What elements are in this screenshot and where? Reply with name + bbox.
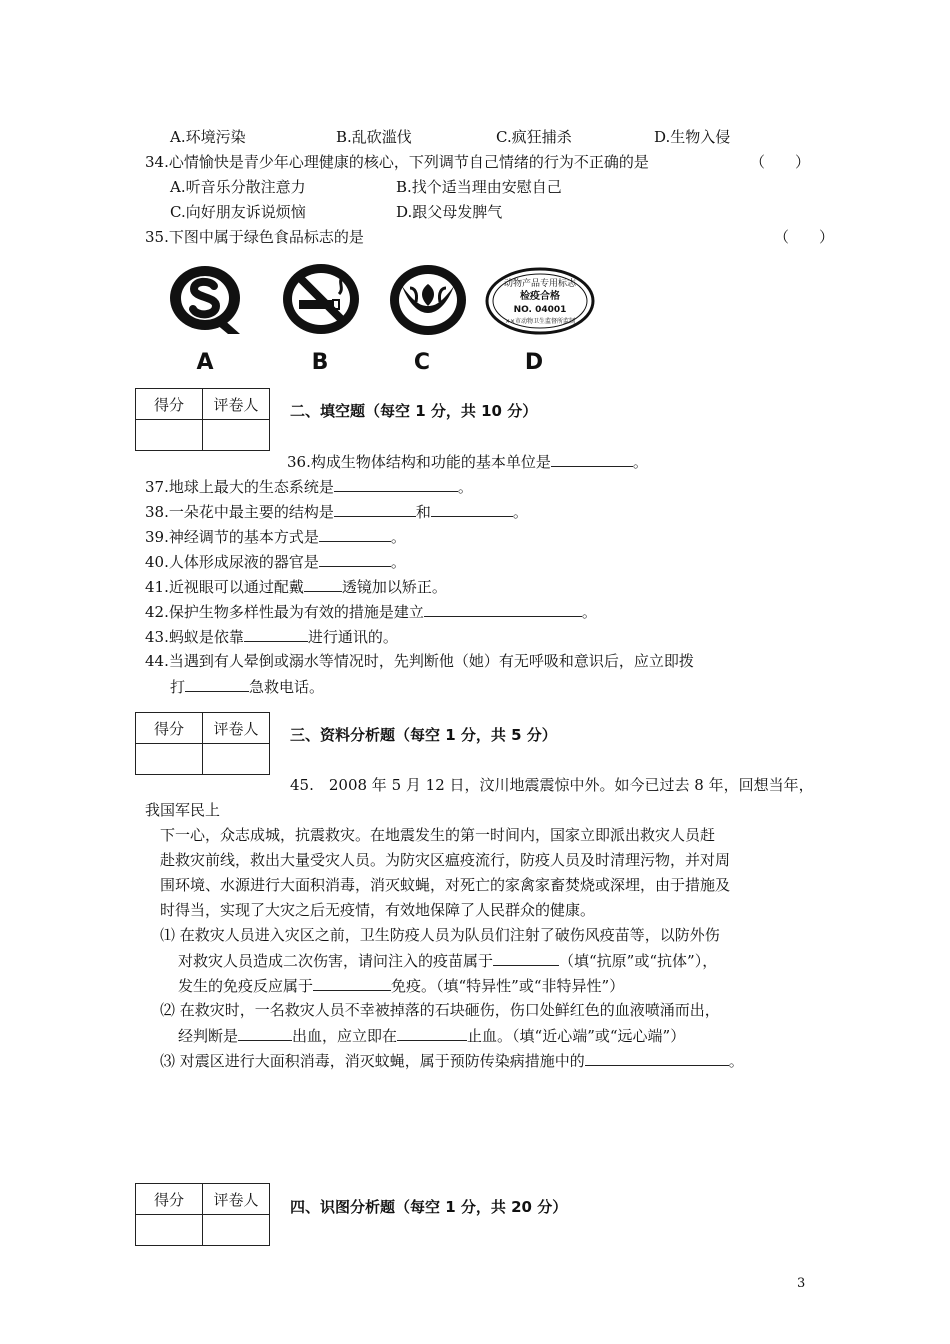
blank bbox=[334, 476, 458, 492]
q44-line2: 打 急救电话。 bbox=[170, 678, 325, 696]
q45-line2: 我国军民上 bbox=[145, 801, 221, 819]
q33-option-a: A.环境污染 bbox=[170, 128, 246, 146]
score-header: 得分 bbox=[136, 389, 203, 420]
logo-label-a: A bbox=[196, 350, 214, 375]
blank bbox=[319, 526, 391, 542]
q34-answer-paren: （ ） bbox=[750, 153, 811, 171]
q45-line5: 围环境、水源进行大面积消毒，消灭蚊蝇，对死亡的家禽家畜焚烧或深埋，由于措施及 bbox=[160, 876, 731, 894]
score-table-section2 bbox=[135, 388, 270, 451]
logo-label-d: D bbox=[524, 350, 544, 375]
score-header: 得分 bbox=[136, 713, 203, 744]
stamp-line-2: 检疫合格 bbox=[520, 291, 560, 302]
q34-option-b: B.找个适当理由安慰自己 bbox=[396, 178, 562, 196]
q42: 42.保护生物多样性最为有效的措施是建立 。 bbox=[145, 603, 597, 621]
score-cell bbox=[136, 744, 203, 775]
q33-option-c: C.疯狂捕杀 bbox=[496, 128, 572, 146]
q45-sub1-line2: 对救灾人员造成二次伤害，请问注入的疫苗属于 （填“抗原”或“抗体”）， bbox=[178, 952, 718, 970]
blank bbox=[313, 975, 391, 991]
q35-stem: 35.下图中属于绿色食品标志的是 bbox=[145, 228, 364, 246]
q36: 36.构成生物体结构和功能的基本单位是 。 bbox=[287, 453, 648, 471]
score-table-section4 bbox=[135, 1183, 270, 1246]
q45-sub1-line1: ⑴ 在救灾人员进入灾区之前，卫生防疫人员为队员们注射了破伤风疫苗等，以防外伤 bbox=[160, 926, 720, 944]
q44-line1: 44.当遇到有人晕倒或溺水等情况时，先判断他（她）有无呼吸和意识后，应立即拨 bbox=[145, 652, 694, 670]
blank bbox=[551, 451, 633, 467]
quarantine-stamp-icon bbox=[484, 266, 596, 336]
blank bbox=[319, 551, 391, 567]
score-cell bbox=[136, 420, 203, 451]
q33-option-d: D.生物入侵 bbox=[654, 128, 731, 146]
qs-logo-icon bbox=[166, 262, 248, 338]
q45-line4: 赴救灾前线，救出大量受灾人员。为防灾区瘟疫流行，防疫人员及时清理污物，并对周 bbox=[160, 851, 731, 869]
q43: 43.蚂蚁是依靠 进行通讯的。 bbox=[145, 628, 398, 646]
grader-cell bbox=[203, 1215, 270, 1246]
stamp-line-4: ××市动物卫生监督所监制 bbox=[504, 318, 576, 325]
q37: 37.地球上最大的生态系统是 。 bbox=[145, 478, 473, 496]
q45-sub2-line2: 经判断是 出血，应立即在 止血。（填“近心端”或“远心端”） bbox=[178, 1027, 686, 1045]
q34-stem: 34.心情愉快是青少年心理健康的核心，下列调节自己情绪的行为不正确的是 bbox=[145, 153, 649, 171]
q34-option-a: A.听音乐分散注意力 bbox=[170, 178, 306, 196]
score-table-section3 bbox=[135, 712, 270, 775]
section3-title: 三、资料分析题（每空 1 分，共 5 分） bbox=[290, 726, 557, 744]
blank bbox=[238, 1025, 292, 1041]
q33-option-b: B.乱砍滥伐 bbox=[336, 128, 412, 146]
blank bbox=[431, 501, 513, 517]
q34-option-d: D.跟父母发脾气 bbox=[396, 203, 503, 221]
q45-line1: 45. 2008 年 5 月 12 日，汶川地震震惊中外。如今已过去 8 年，回想当年， bbox=[290, 776, 814, 794]
blank bbox=[244, 626, 308, 642]
blank bbox=[304, 576, 342, 592]
logo-label-b: B bbox=[311, 350, 329, 375]
q39: 39.神经调节的基本方式是 。 bbox=[145, 528, 406, 546]
q45-sub1-line3: 发生的免疫反应属于 免疫。（填“特异性”或“非特异性”） bbox=[178, 977, 625, 995]
q45-line3: 下一心，众志成城，抗震救灾。在地震发生的第一时间内，国家立即派出救灾人员赶 bbox=[160, 826, 716, 844]
q40: 40.人体形成尿液的器官是 。 bbox=[145, 553, 406, 571]
blank bbox=[397, 1025, 467, 1041]
stamp-line-3: NO. 04001 bbox=[513, 305, 567, 315]
score-header: 得分 bbox=[136, 1184, 203, 1215]
grader-header: 评卷人 bbox=[203, 389, 270, 420]
section2-title: 二、填空题（每空 1 分，共 10 分） bbox=[290, 402, 538, 420]
section4-title: 四、识图分析题（每空 1 分，共 20 分） bbox=[290, 1198, 568, 1216]
grader-header: 评卷人 bbox=[203, 713, 270, 744]
blank bbox=[334, 501, 416, 517]
q41: 41.近视眼可以通过配戴 透镜加以矫正。 bbox=[145, 578, 447, 596]
grader-cell bbox=[203, 744, 270, 775]
blank bbox=[585, 1050, 729, 1066]
q38: 38.一朵花中最主要的结构是 和 。 bbox=[145, 503, 528, 521]
blank bbox=[185, 676, 249, 692]
blank bbox=[424, 601, 582, 617]
q34-option-c: C.向好朋友诉说烦恼 bbox=[170, 203, 306, 221]
grader-header: 评卷人 bbox=[203, 1184, 270, 1215]
no-smoking-icon bbox=[279, 262, 363, 338]
logo-label-c: C bbox=[413, 350, 431, 375]
blank bbox=[493, 950, 559, 966]
green-food-logo-icon bbox=[386, 262, 470, 338]
q45-line6: 时得当，实现了大灾之后无疫情，有效地保障了人民群众的健康。 bbox=[160, 901, 596, 919]
stamp-line-1: 动物产品专用标志 bbox=[503, 279, 577, 289]
q45-sub2-line1: ⑵ 在救灾时，一名救灾人员不幸被掉落的石块砸伤，伤口处鲜红色的血液喷涌而出， bbox=[160, 1001, 720, 1019]
q35-answer-paren: （ ） bbox=[774, 228, 835, 246]
page-number: 3 bbox=[797, 1276, 806, 1291]
q45-sub3: ⑶ 对震区进行大面积消毒，消灭蚊蝇，属于预防传染病措施中的 。 bbox=[160, 1052, 744, 1070]
grader-cell bbox=[203, 420, 270, 451]
score-cell bbox=[136, 1215, 203, 1246]
